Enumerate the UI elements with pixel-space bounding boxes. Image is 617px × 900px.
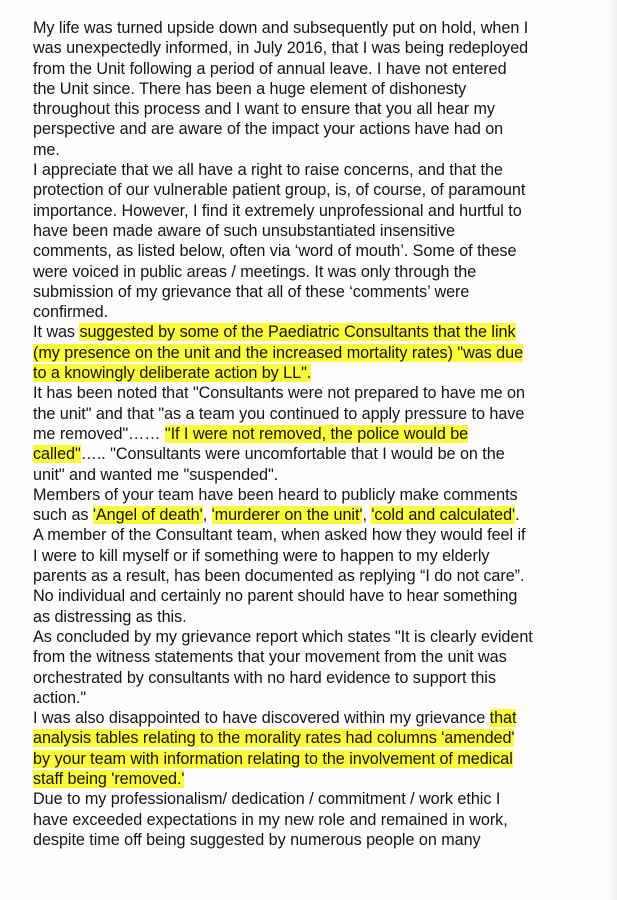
text-line — [33, 282, 608, 302]
text-line — [33, 140, 608, 160]
text-segment: were voiced in public areas / meetings. It was only through the — [33, 262, 477, 281]
text-segment: Members of your team have been heard to publicly make comments — [33, 485, 518, 504]
text-segment: action." — [33, 688, 87, 707]
text-segment: Due to my professionalism/ dedication / commitment / work ethic I — [33, 790, 501, 809]
text-line — [33, 627, 608, 647]
text-line — [33, 465, 608, 485]
text-line — [33, 566, 608, 586]
text-line — [33, 262, 608, 282]
text-segment: such as — [33, 506, 93, 525]
highlighted-text: by your team with information relating to the involvement of medical — [33, 749, 513, 768]
text-line — [33, 383, 608, 403]
text-segment: orchestrated by consultants with no hard evidence to support this — [33, 668, 496, 687]
text-segment: despite time off being suggested by numerous people on many — [33, 830, 481, 849]
text-line — [33, 221, 608, 241]
text-line — [33, 607, 608, 627]
text-line — [33, 180, 608, 200]
text-line — [33, 302, 608, 322]
highlighted-text: (my presence on the unit and the increased mortality rates) "was due — [33, 343, 524, 362]
text-segment: as distressing as this. — [33, 607, 187, 626]
text-line — [33, 769, 608, 789]
text-segment: protection of our vulnerable patient group, is, of course, of paramount — [33, 181, 526, 200]
text-line — [33, 343, 608, 363]
text-segment: me. — [33, 140, 60, 159]
text-line — [33, 59, 608, 79]
text-line — [33, 810, 608, 830]
text-line — [33, 546, 608, 566]
highlighted-text: 'Angel of death' — [92, 506, 203, 525]
text-segment: the Unit since. There has been a huge element of dishonesty — [33, 79, 467, 98]
text-segment: throughout this process and I want to ensure that you all hear my — [33, 100, 495, 119]
highlighted-text: suggested by some of the Paediatric Consultants that the link — [79, 323, 516, 342]
text-segment: from the witness statements that your movement from the unit was — [33, 648, 507, 667]
text-line — [33, 201, 608, 221]
text-line — [33, 322, 608, 342]
text-segment: It was — [33, 323, 80, 342]
text-segment: submission of my grievance that all of these ‘comments’ were — [33, 282, 470, 301]
text-line — [33, 79, 608, 99]
text-line — [33, 688, 608, 708]
text-line — [33, 830, 608, 850]
text-line — [33, 749, 608, 769]
document-body — [33, 18, 608, 850]
text-segment: importance. However, I find it extremely unprofessional and hurtful to — [33, 201, 522, 220]
text-line — [33, 668, 608, 688]
text-line — [33, 38, 608, 58]
text-segment: It has been noted that "Consultants were not prepared to have me on — [33, 384, 525, 403]
text-segment: have been made aware of such unsubstantiated insensitive — [33, 221, 455, 240]
text-segment: My life was turned upside down and subsequently put on hold, when I — [33, 19, 529, 37]
text-segment: . — [515, 506, 520, 525]
text-line — [33, 404, 608, 424]
text-line — [33, 424, 608, 444]
text-segment: perspective and are aware of the impact your actions have had on — [33, 120, 504, 139]
text-segment: comments, as listed below, often via ‘word of mouth’. Some of these — [33, 242, 517, 261]
text-segment: No individual and certainly no parent should have to hear something — [33, 587, 518, 606]
text-segment: ….. "Consultants were uncomfortable that I would be on the — [80, 445, 505, 464]
text-segment: I appreciate that we all have a right to raise concerns, and that the — [33, 161, 503, 180]
text-segment: from the Unit following a period of annual leave. I have not entered — [33, 59, 507, 78]
highlighted-text: "If I were not removed, the police would be — [164, 424, 469, 443]
highlighted-text: called" — [33, 445, 81, 464]
highlighted-text: 'cold and calculated' — [371, 506, 516, 525]
text-line — [33, 586, 608, 606]
text-line — [33, 160, 608, 180]
text-segment: me removed"…… — [33, 424, 165, 443]
text-line — [33, 647, 608, 667]
text-line — [33, 505, 608, 525]
text-segment: As concluded by my grievance report which states "It is clearly evident — [33, 627, 533, 646]
text-line — [33, 708, 608, 728]
highlighted-text: 'murderer on the unit' — [211, 506, 363, 525]
highlighted-text: staff being 'removed.' — [33, 769, 185, 788]
text-line — [33, 18, 608, 38]
text-segment: I was also disappointed to have discovered within my grievance — [33, 709, 490, 728]
highlighted-text: analysis tables relating to the morality rates had columns 'amended' — [33, 729, 515, 748]
text-segment: parents as a result, has been documented as replying “I do not care”. — [33, 567, 525, 586]
text-line — [33, 241, 608, 261]
text-segment: have exceeded expectations in my new role and remained in work, — [33, 810, 508, 829]
highlighted-text: that — [489, 709, 517, 728]
text-line — [33, 485, 608, 505]
text-segment: , — [362, 506, 372, 525]
text-line — [33, 363, 608, 383]
page-edge-shadow — [609, 0, 617, 900]
text-line — [33, 789, 608, 809]
text-line — [33, 525, 608, 545]
text-line — [33, 99, 608, 119]
text-segment: unit" and wanted me "suspended". — [33, 465, 279, 484]
text-segment: I were to kill myself or if something were to happen to my elderly — [33, 546, 490, 565]
text-segment: the unit" and that "as a team you continued to apply pressure to have — [33, 404, 525, 423]
text-segment: , — [202, 506, 212, 525]
text-line — [33, 728, 608, 748]
text-segment: confirmed. — [33, 303, 109, 322]
text-line — [33, 444, 608, 464]
text-line — [33, 119, 608, 139]
text-segment: was unexpectedly informed, in July 2016, that I was being redeployed — [33, 39, 529, 58]
highlighted-text: to a knowingly deliberate action by LL". — [33, 364, 312, 383]
text-segment: A member of the Consultant team, when asked how they would feel if — [33, 526, 526, 545]
